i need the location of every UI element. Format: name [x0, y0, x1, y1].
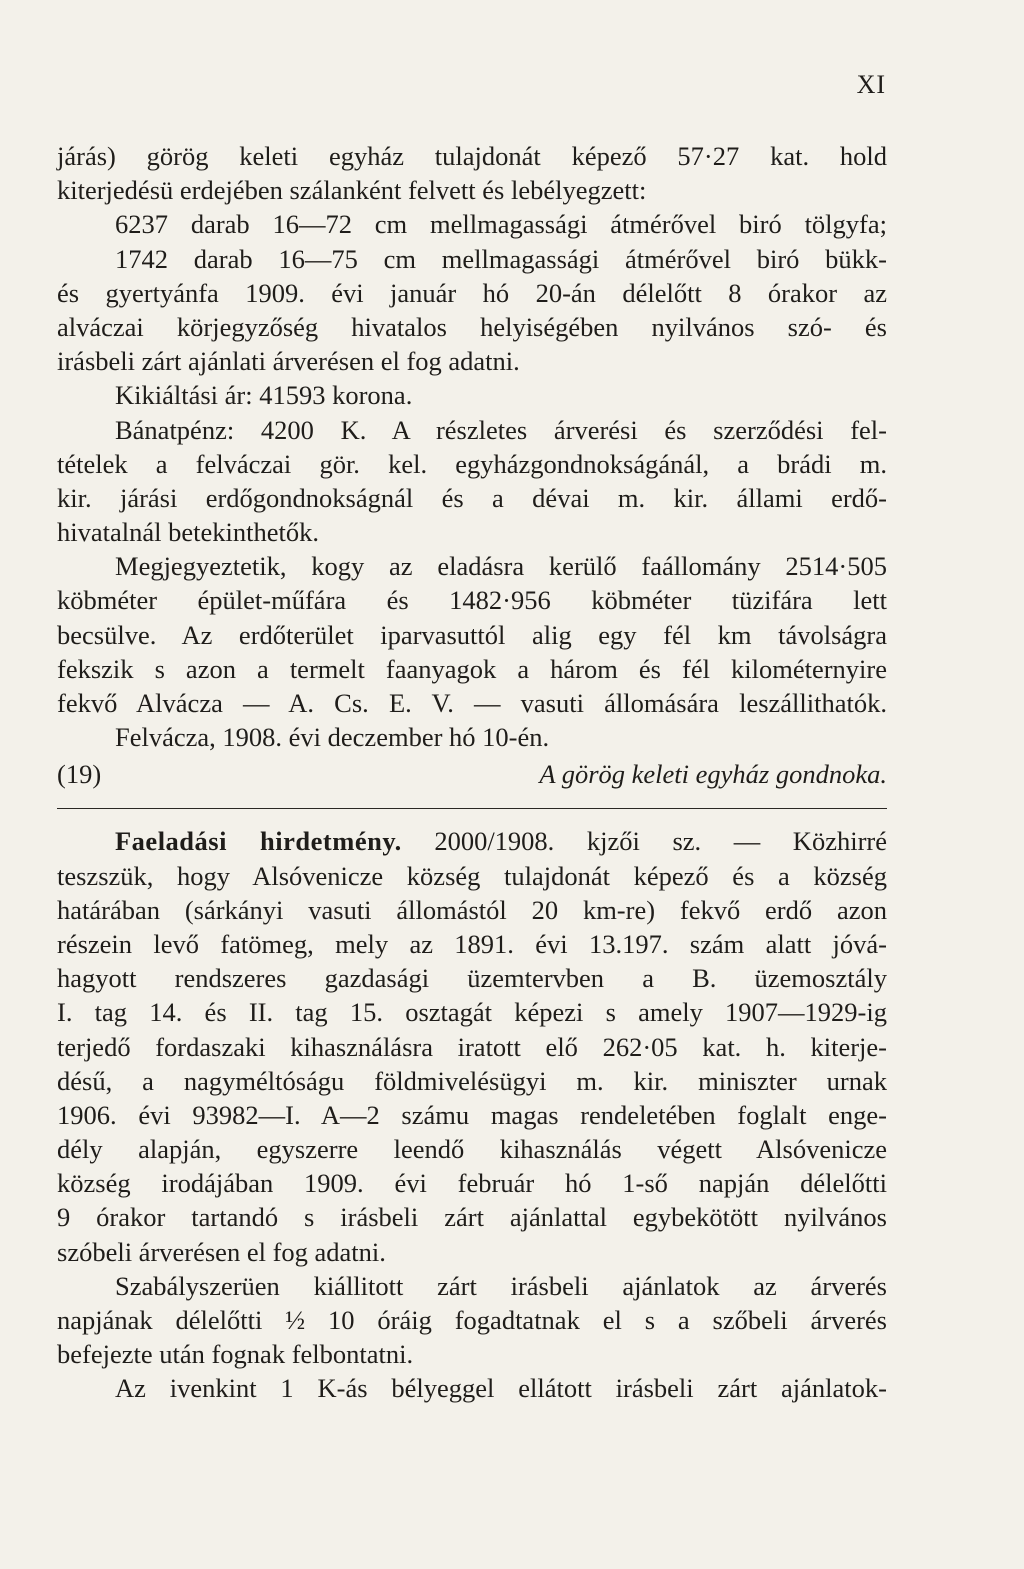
- notice1-line: fekvő Alvácza — A. Cs. E. V. — vasuti állomására leszállithatók.: [57, 688, 887, 718]
- notice1-line: Bánatpénz: 4200 K. A részletes árverési és szerződési fel-: [115, 414, 887, 445]
- notice2-line: 2000/1908. kjzői sz. — Közhirré: [401, 826, 887, 857]
- notice1-line: 6237 darab 16—72 cm mellmagassági átmérővel biró tölgyfa;: [115, 209, 887, 240]
- notice2-line: határában (sárkányi vasuti állomástól 20 km-re) fekvő erdő azon: [57, 894, 887, 925]
- notice2-line: dély alapján, egyszerre leendő kihasználás végett Alsóvenicze: [57, 1134, 887, 1165]
- notice2-line: 1906. évi 93982—I. A—2 számu magas rendeletében foglalt enge-: [57, 1099, 887, 1130]
- notice1-line: Kikiáltási ár: 41593 korona.: [115, 380, 413, 411]
- notice-number: (19): [57, 759, 102, 790]
- notice1-line: Megjegyeztetik, kogy az eladásra kerülő faállomány 2514·505: [115, 551, 887, 582]
- notice1-line: tételek a felváczai gör. kel. egyházgondnokságánál, a brádi m.: [57, 448, 887, 479]
- notice2-line: részein levő fatömeg, mely az 1891. évi 13.197. szám alatt jóvá-: [57, 928, 887, 959]
- notice1-line: alváczai körjegyzőség hivatalos helyiségében nyilvános szó- és: [57, 311, 887, 342]
- page-number: XI: [856, 70, 886, 99]
- notice1-line: kir. járási erdőgondnokságnál és a dévai m. kir. állami erdő-: [57, 482, 887, 513]
- notice1-line: járás) görög keleti egyház tulajdonát képező 57·27 kat. hold: [57, 141, 887, 171]
- notice1-line: 1742 darab 16—75 cm mellmagassági átmérővel biró bükk-: [115, 243, 887, 274]
- notice2-first-line: [57, 824, 887, 858]
- section-divider: [57, 808, 887, 812]
- text-column: [57, 139, 887, 1406]
- notice1-line: becsülve. Az erdőterület iparvasuttól alig egy fél km távolságra: [57, 619, 887, 650]
- signature-row: [57, 754, 887, 794]
- notice1-line: és gyertyánfa 1909. évi január hó 20-án délelőtt 8 órakor az: [57, 277, 887, 308]
- notice1-line: irásbeli zárt ajánlati árverésen el fog adatni.: [57, 346, 520, 377]
- notice2-line: Szabályszerüen kiállitott zárt irásbeli ajánlatok az árverés: [115, 1270, 887, 1301]
- notice2-line: désű, a nagyméltóságu földmivelésügyi m. kir. miniszter urnak: [57, 1065, 887, 1096]
- notice1-line: Felvácza, 1908. évi deczember hó 10-én.: [115, 722, 550, 753]
- notice2-line: befejezte után fognak felbontatni.: [57, 1339, 414, 1370]
- notice2-line: napjának délelőtti ½ 10 óráig fogadtatnak el s a szőbeli árverés: [57, 1305, 887, 1335]
- notice2-line: 9 órakor tartandó s irásbeli zárt ajánlattal egybekötött nyilvános: [57, 1202, 887, 1233]
- signature: A görög keleti egyház gondnoka.: [539, 759, 887, 790]
- notice2-heading: Faeladási hirdetmény.: [115, 826, 402, 857]
- notice1-line: hivatalnál betekinthetők.: [57, 517, 319, 548]
- notice2-line: szóbeli árverésen el fog adatni.: [57, 1236, 386, 1267]
- notice1-line: fekszik s azon a termelt faanyagok a három és fél kilométernyire: [57, 653, 887, 684]
- notice2-line: község irodájában 1909. évi február hó 1-ső napján délelőtti: [57, 1168, 887, 1199]
- notice1-line: kiterjedésü erdejében szálanként felvett és lebélyegzett:: [57, 175, 647, 206]
- notice2-line: terjedő fordaszaki kihasználásra iratott elő 262·05 kat. h. kiterje-: [57, 1031, 887, 1062]
- notice2-line: Az ivenkint 1 K-ás bélyeggel ellátott irásbeli zárt ajánlatok-: [115, 1373, 887, 1404]
- notice2-line: hagyott rendszeres gazdasági üzemtervben a B. üzemosztály: [57, 963, 887, 994]
- notice2-line: I. tag 14. és II. tag 15. osztagát képezi s amely 1907—1929-ig: [57, 997, 887, 1028]
- notice2-line: teszszük, hogy Alsóvenicze község tulajdonát képező és a község: [57, 860, 887, 891]
- notice1-line: köbméter épület-műfára és 1482·956 köbméter tüzifára lett: [57, 585, 887, 616]
